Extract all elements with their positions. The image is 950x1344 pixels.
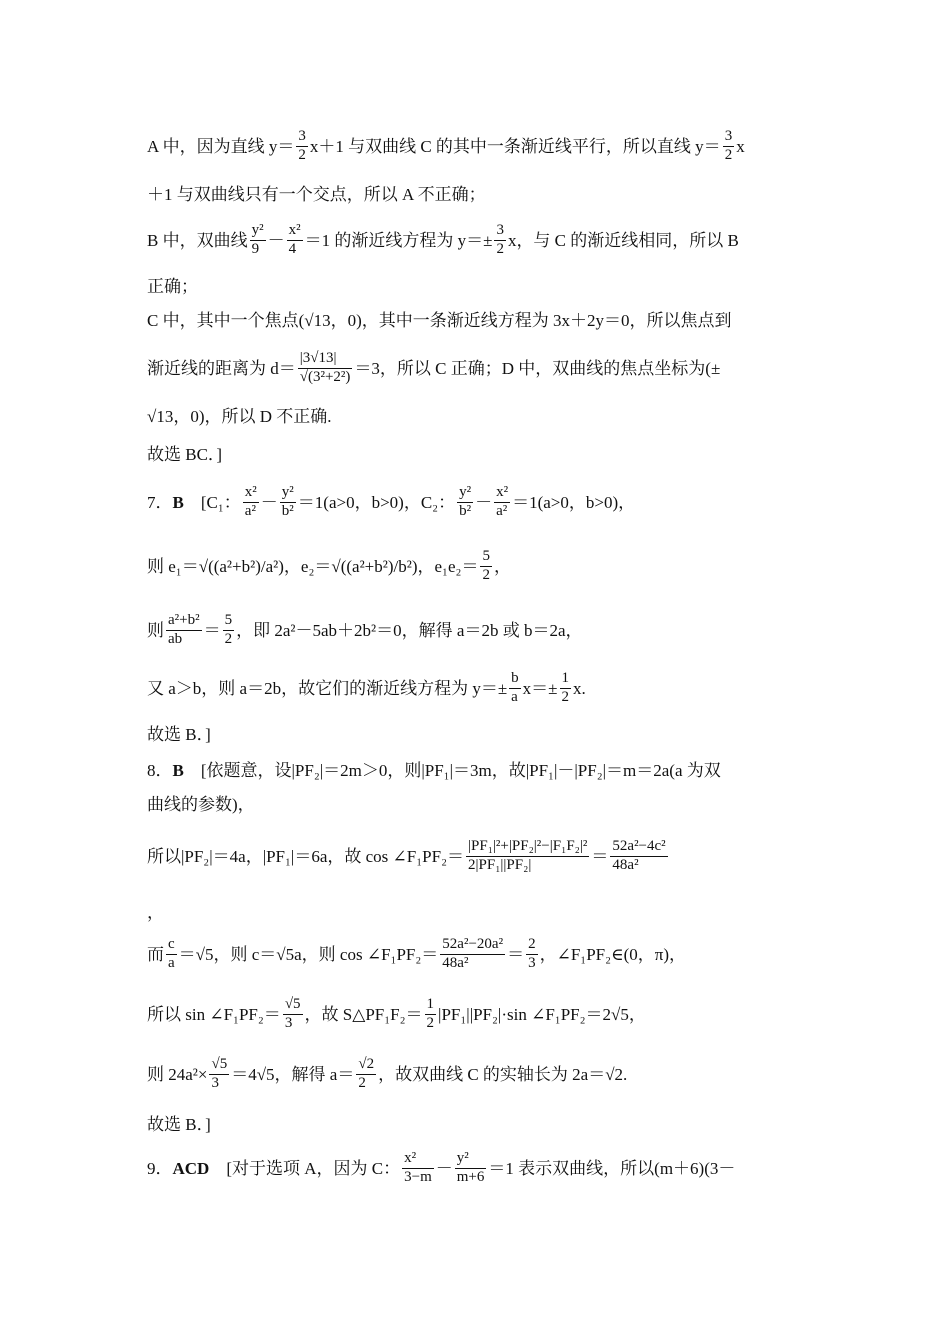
denominator: 2 (224, 630, 233, 647)
text-line (147, 222, 807, 258)
text-line (147, 1150, 807, 1186)
denominator: 3 (211, 1074, 219, 1091)
text-line (147, 894, 807, 930)
fraction (166, 612, 202, 648)
text-segment: x＋1 与双曲线 C 的其中一条渐近线平行，所以直线 y＝ (309, 136, 721, 156)
fraction (199, 558, 284, 575)
fraction (298, 350, 353, 386)
fraction (455, 1150, 487, 1186)
text-segment: √13，0)，所以 D 不正确. (147, 406, 332, 426)
denominator: 4 (288, 240, 297, 257)
text-line (147, 996, 807, 1032)
text-segment: ， (493, 556, 511, 576)
text-line (147, 436, 807, 472)
fraction (509, 670, 521, 706)
denominator: 2 (482, 566, 490, 583)
numerator: x² (287, 222, 303, 240)
numerator: y² (455, 1150, 487, 1168)
numerator: 52a²−20a² (440, 936, 505, 954)
numerator: √5 (209, 1056, 229, 1074)
text-line (147, 176, 807, 212)
text-segment: ＝3，所以 C 正确；D 中，双曲线的焦点坐标为(± (354, 358, 721, 378)
text-segment: ，故双曲线 C 的实轴长为 2a＝√2. (378, 1064, 628, 1084)
text-segment: 8． (147, 760, 173, 780)
text-segment: 曲线的参数)， (147, 794, 255, 814)
fraction (356, 1056, 376, 1092)
text-segment: － (475, 492, 493, 512)
denominator: a (168, 954, 175, 971)
text-segment: ，e₁e₂＝ (417, 556, 479, 576)
fraction (457, 484, 473, 520)
text-segment: ＝4√5，解得 a＝ (231, 1064, 355, 1084)
fraction (283, 996, 303, 1032)
text-segment: x＝± (522, 678, 558, 698)
text-line (147, 612, 807, 648)
fraction (296, 128, 308, 164)
text-line (147, 1106, 807, 1142)
numerator: 1 (560, 670, 572, 688)
fraction (280, 484, 296, 520)
denominator: 3−m (404, 1168, 432, 1185)
denominator: 2 (298, 146, 306, 163)
numerator: y² (457, 484, 473, 502)
text-segment: ， (147, 902, 164, 922)
denominator: m+6 (456, 1168, 485, 1185)
denominator: a² (244, 502, 256, 519)
numerator: 1 (425, 996, 437, 1014)
text-line (147, 936, 807, 972)
numerator: a²+b² (166, 612, 202, 630)
fraction-text: √((a²+b²)/b²) (331, 556, 418, 576)
text-segment: 故选 B．] (147, 724, 211, 744)
text-segment: 渐近线的距离为 d＝ (147, 358, 296, 378)
text-segment: ＝1(a>0，b>0)， (512, 492, 636, 512)
text-segment: 则 (147, 620, 164, 640)
denominator: a² (496, 502, 508, 519)
numerator: y² (280, 484, 296, 502)
text-segment: B 中，双曲线 (147, 230, 248, 250)
numerator: 3 (494, 222, 506, 240)
text-line (147, 838, 807, 874)
text-segment: ＝1 的渐近线方程为 y＝± (304, 230, 493, 250)
denominator: a (511, 688, 518, 705)
numerator: 5 (480, 548, 492, 566)
numerator: b (509, 670, 521, 688)
text-segment: ＝ (591, 846, 609, 866)
fraction-text: √((a²+b²)/a²) (198, 556, 284, 576)
text-segment: |PF₁||PF₂|·sin ∠F₁PF₂＝2√5， (438, 1004, 646, 1024)
fraction (209, 1056, 229, 1092)
fraction (402, 1150, 434, 1186)
text-segment: 7． (147, 492, 173, 512)
text-segment: 正确； (147, 276, 198, 296)
text-segment: C 中，其中一个焦点(√13，0)，其中一条渐近线方程为 3x＋2y＝0，所以焦点到 (147, 310, 732, 330)
text-line (147, 670, 807, 706)
fraction (610, 838, 667, 874)
text-line (147, 128, 807, 164)
text-line (147, 268, 807, 304)
text-line (147, 484, 807, 520)
denominator: 2 (561, 688, 570, 705)
text-segment: ＝ (203, 620, 221, 640)
text-segment: ，∠F₁PF₂∈(0，π)， (539, 944, 687, 964)
fraction (287, 222, 303, 258)
numerator: x² (402, 1150, 434, 1168)
fraction (560, 670, 572, 706)
denominator: 9 (251, 240, 260, 257)
text-segment: x (736, 136, 745, 156)
text-segment: 所以|PF₂|＝4a，|PF₁|＝6a，故 cos ∠F₁PF₂＝ (147, 846, 464, 866)
numerator: 2 (526, 936, 538, 954)
text-segment: 则 24a²× (147, 1064, 208, 1084)
numerator: 52a²−4c² (610, 838, 667, 856)
text-segment: 9． (147, 1158, 173, 1178)
numerator: √5 (283, 996, 303, 1014)
fraction (425, 996, 437, 1032)
numerator: 3 (723, 128, 735, 146)
text-segment: A 中，因为直线 y＝ (147, 136, 295, 156)
text-segment: 所以 sin ∠F₁PF₂＝ (147, 1004, 281, 1024)
text-segment: ＝√5，则 c＝√5a，则 cos ∠F₁PF₂＝ (178, 944, 439, 964)
text-segment: 则 e₁＝ (147, 556, 199, 576)
fraction (480, 548, 492, 584)
denominator: 48a² (612, 856, 639, 873)
denominator: b² (459, 502, 472, 519)
denominator: 3 (284, 1014, 293, 1031)
numerator: y² (250, 222, 266, 240)
text-segment: 而 (147, 944, 164, 964)
fraction (494, 222, 506, 258)
answer-label: B (172, 492, 184, 512)
text-segment: 故选 BC．] (147, 444, 223, 464)
text-segment: － (267, 230, 285, 250)
text-line (147, 350, 807, 386)
denominator: 2 (358, 1074, 366, 1091)
text-segment: x. (573, 678, 586, 698)
text-line (147, 786, 807, 822)
text-segment: 故选 B．] (147, 1114, 211, 1134)
answer-label: ACD (172, 1158, 210, 1178)
fraction (723, 128, 735, 164)
denominator: 3 (528, 954, 536, 971)
numerator: 3 (296, 128, 308, 146)
text-segment: ，即 2a²－5ab＋2b²＝0，解得 a＝2b 或 b＝2a， (236, 620, 583, 640)
numerator: x² (494, 484, 510, 502)
numerator: |3√13| (298, 350, 353, 368)
text-segment: ＝ (507, 944, 525, 964)
fraction (494, 484, 510, 520)
text-segment: x，与 C 的渐近线相同，所以 B (507, 230, 739, 250)
text-segment: ，e₂＝ (283, 556, 332, 576)
text-line (147, 302, 807, 338)
text-segment: ＋1 与双曲线只有一个交点，所以 A 不正确； (147, 184, 486, 204)
text-line (147, 398, 807, 434)
numerator: c (166, 936, 177, 954)
text-line (147, 716, 807, 752)
text-line (147, 1056, 807, 1092)
denominator: 2|PF₁||PF₂| (468, 856, 532, 873)
text-segment: － (260, 492, 278, 512)
fraction (526, 936, 538, 972)
text-segment: ＝1 表示双曲线，所以(m＋6)(3－ (488, 1158, 736, 1178)
text-segment: [对于选项 A，因为 C： (209, 1158, 401, 1178)
numerator: 5 (223, 612, 235, 630)
fraction (250, 222, 266, 258)
text-segment: － (435, 1158, 453, 1178)
fraction (331, 558, 417, 575)
text-segment: [C₁： (183, 492, 241, 512)
denominator: 2 (496, 240, 504, 257)
denominator: 2 (724, 146, 733, 163)
fraction (166, 936, 177, 972)
fraction (466, 838, 589, 874)
denominator: ab (168, 630, 183, 647)
denominator: b² (281, 502, 294, 519)
text-segment: ＝1(a>0，b>0)，C₂： (297, 492, 456, 512)
fraction (223, 612, 235, 648)
text-segment: 又 a＞b，则 a＝2b，故它们的渐近线方程为 y＝± (147, 678, 508, 698)
denominator: √(3²+2²) (299, 368, 351, 385)
text-segment: ，故 S△PF₁F₂＝ (304, 1004, 423, 1024)
text-line (147, 548, 807, 584)
numerator: x² (243, 484, 259, 502)
text-segment: [依题意，设|PF₂|＝2m＞0，则|PF₁|＝3m，故|PF₁|－|PF₂|＝m＝2a(a 为双 (183, 760, 721, 780)
numerator: |PF₁|²+|PF₂|²−|F₁F₂|² (466, 838, 589, 856)
numerator: √2 (356, 1056, 376, 1074)
denominator: 2 (426, 1014, 435, 1031)
text-line (147, 752, 807, 788)
fraction (440, 936, 505, 972)
denominator: 48a² (442, 954, 469, 971)
answer-label: B (172, 760, 184, 780)
fraction (243, 484, 259, 520)
